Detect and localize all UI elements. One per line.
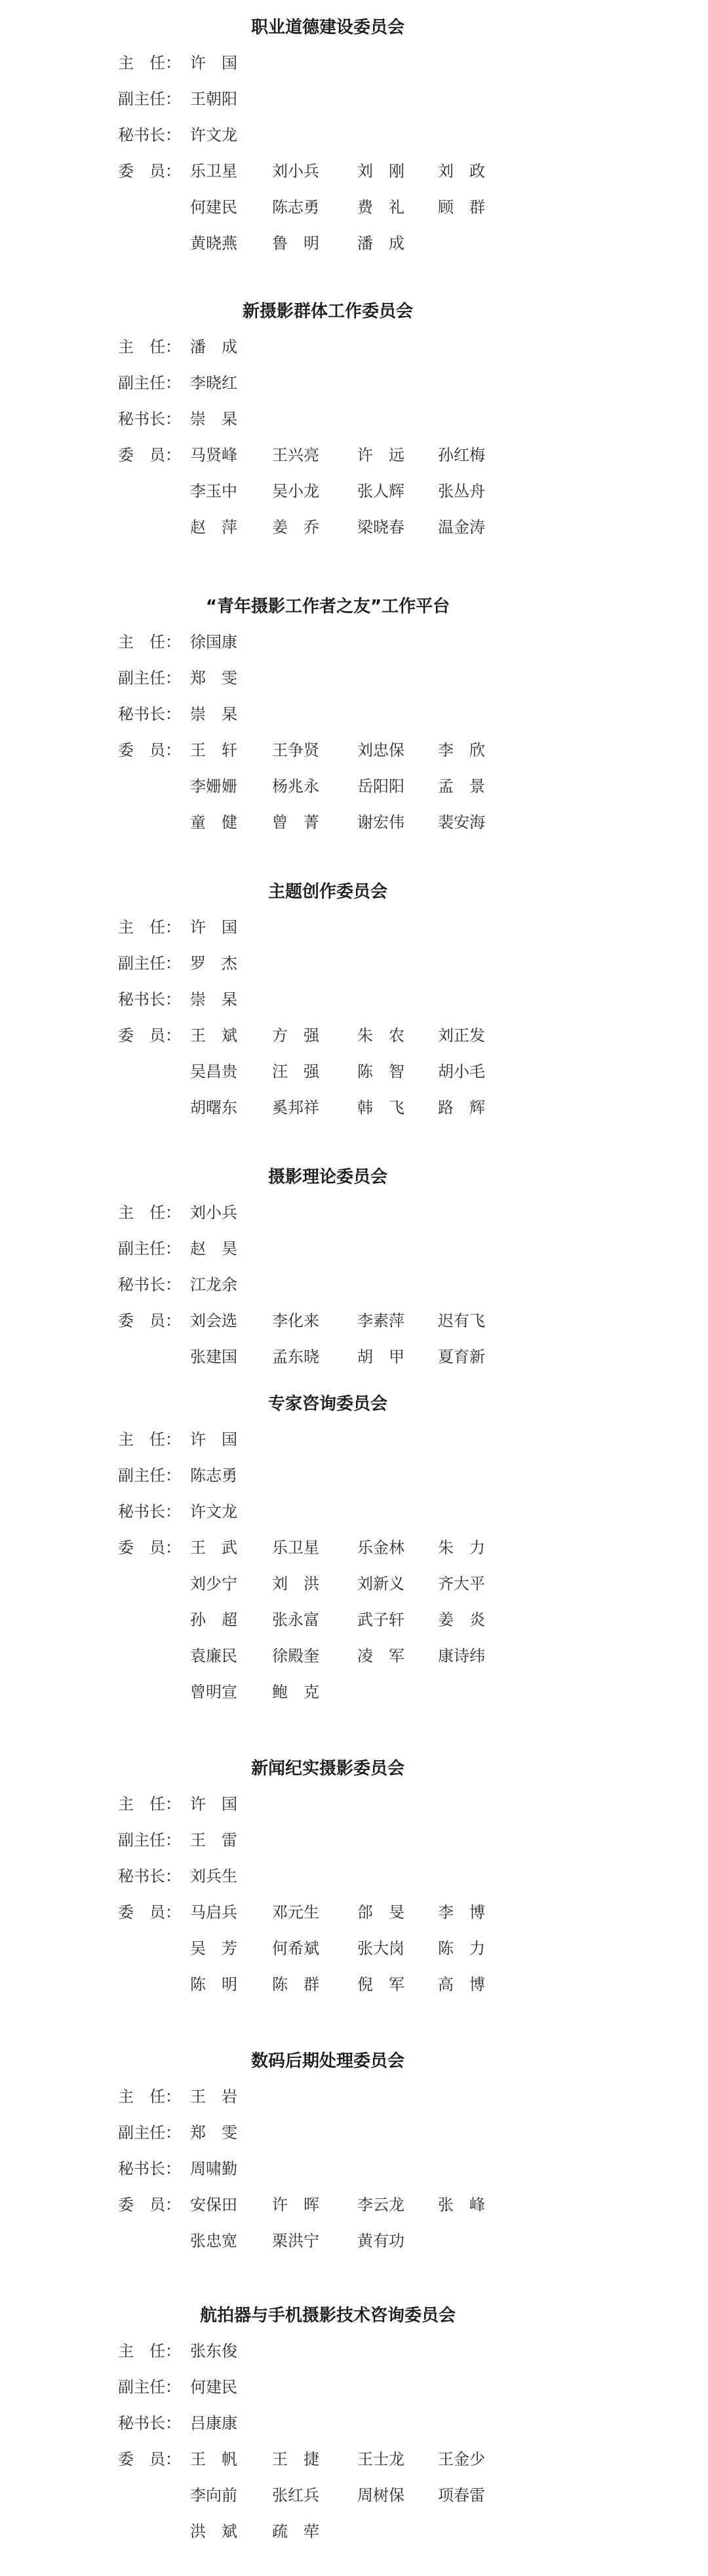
member-name: 潘 成 — [357, 234, 404, 252]
member-name: 谢宏伟 — [357, 813, 404, 832]
member-name: 张 峰 — [438, 2196, 485, 2214]
member-name: 韩 飞 — [357, 1098, 404, 1117]
members-row — [0, 2478, 708, 2514]
member-name: 路 辉 — [438, 1098, 485, 1117]
director-row — [0, 624, 708, 660]
deputy-director-row — [0, 1231, 708, 1267]
members-label: 委 员： — [118, 1903, 181, 1922]
member-name: 王兴亮 — [272, 446, 319, 464]
committee-title: 数码后期处理委员会 — [250, 2051, 404, 2071]
committee-section — [0, 2050, 708, 2259]
director-name: 许 国 — [190, 918, 237, 936]
deputy-label: 副主任： — [118, 2378, 181, 2396]
members-row — [0, 473, 708, 510]
secretary-label: 秘书长： — [118, 1276, 181, 1294]
members-row — [0, 1018, 708, 1054]
member-name: 奚邦祥 — [272, 1098, 319, 1117]
member-name: 胡曙东 — [190, 1098, 237, 1117]
director-name: 刘小兵 — [190, 1203, 237, 1222]
member-name: 刘忠保 — [357, 741, 404, 759]
committee-title: 航拍器与手机摄影技术咨询委员会 — [199, 2306, 456, 2325]
director-row — [0, 45, 708, 81]
secretary-label: 秘书长： — [118, 2160, 181, 2178]
director-name: 许 国 — [190, 1795, 237, 1813]
member-name: 陈志勇 — [272, 198, 319, 216]
member-name: 张人辉 — [357, 482, 404, 500]
deputy-label: 副主任： — [118, 1831, 181, 1849]
member-name: 许 晖 — [272, 2196, 319, 2214]
member-name: 王 斌 — [190, 1026, 237, 1045]
member-name: 汪 强 — [272, 1062, 319, 1081]
deputy-label: 副主任： — [118, 954, 181, 973]
director-name: 许 国 — [190, 1430, 237, 1449]
deputy-name: 王 雷 — [190, 1831, 237, 1849]
member-name: 李 博 — [438, 1903, 485, 1922]
member-name: 张丛舟 — [438, 482, 485, 500]
member-name: 姜 炎 — [438, 1611, 485, 1629]
member-name: 张永富 — [272, 1611, 319, 1629]
member-name: 王士龙 — [357, 2450, 404, 2468]
member-name: 温金涛 — [438, 518, 485, 536]
member-name: 孟 景 — [438, 777, 485, 795]
member-name: 李姗姗 — [190, 777, 237, 795]
members-row — [0, 510, 708, 546]
director-row — [0, 1422, 708, 1458]
members-row — [0, 2442, 708, 2478]
director-row — [0, 2079, 708, 2115]
member-name: 许 远 — [357, 446, 404, 464]
members-row — [0, 1090, 708, 1126]
member-name: 凌 军 — [357, 1647, 404, 1665]
member-name: 刘会选 — [190, 1312, 237, 1330]
secretary-name: 崇 杲 — [190, 410, 237, 428]
secretary-general-row — [0, 696, 708, 733]
deputy-label: 副主任： — [118, 1239, 181, 1258]
member-name: 马启兵 — [190, 1903, 237, 1922]
member-name: 齐大平 — [438, 1575, 485, 1593]
member-name: 陈 智 — [357, 1062, 404, 1081]
member-name: 胡小毛 — [438, 1062, 485, 1081]
secretary-label: 秘书长： — [118, 990, 181, 1009]
secretary-label: 秘书长： — [118, 1867, 181, 1885]
secretary-general-row — [0, 1859, 708, 1895]
members-row — [0, 153, 708, 190]
member-name: 康诗纬 — [438, 1647, 485, 1665]
member-name: 倪 军 — [357, 1975, 404, 1994]
members-row — [0, 2223, 708, 2259]
director-label: 主 任： — [118, 54, 181, 72]
member-name: 李云龙 — [357, 2196, 404, 2214]
secretary-general-row — [0, 2405, 708, 2442]
secretary-label: 秘书长： — [118, 1502, 181, 1521]
member-name: 王 捷 — [272, 2450, 319, 2468]
members-row — [0, 190, 708, 226]
secretary-name: 许文龙 — [190, 1502, 237, 1521]
secretary-name: 江龙余 — [190, 1276, 237, 1294]
members-label: 委 员： — [118, 1026, 181, 1045]
secretary-general-row — [0, 982, 708, 1018]
committee-title: 新摄影群体工作委员会 — [242, 302, 413, 321]
director-label: 主 任： — [118, 918, 181, 936]
member-name: 刘 洪 — [272, 1575, 319, 1593]
member-name: 王争贤 — [272, 741, 319, 759]
deputy-label: 副主任： — [118, 669, 181, 687]
committee-section — [0, 300, 708, 546]
member-name: 迟有飞 — [438, 1312, 485, 1330]
member-name: 费 礼 — [357, 198, 404, 216]
deputy-label: 副主任： — [118, 90, 181, 108]
members-row — [0, 1339, 708, 1375]
member-name: 张红兵 — [272, 2486, 319, 2505]
director-label: 主 任： — [118, 2087, 181, 2106]
deputy-director-row — [0, 946, 708, 982]
committee-title: 专家咨询委员会 — [267, 1394, 387, 1414]
committee-section — [0, 595, 708, 841]
director-label: 主 任： — [118, 338, 181, 356]
member-name: 刘正发 — [438, 1026, 485, 1045]
director-name: 潘 成 — [190, 338, 237, 356]
member-name: 徐殿奎 — [272, 1647, 319, 1665]
members-label: 委 员： — [118, 1312, 181, 1330]
members-label: 委 员： — [118, 2450, 181, 2468]
committee-section — [0, 16, 708, 262]
deputy-director-row — [0, 81, 708, 117]
member-name: 袁廉民 — [190, 1647, 237, 1665]
member-name: 乐卫星 — [190, 162, 237, 180]
member-name: 周树保 — [357, 2486, 404, 2505]
members-label: 委 员： — [118, 1539, 181, 1557]
secretary-name: 吕康康 — [190, 2414, 237, 2432]
committee-section — [0, 1166, 708, 1375]
member-name: 疏 荦 — [272, 2522, 319, 2541]
secretary-general-row — [0, 117, 708, 153]
members-row — [0, 1054, 708, 1090]
member-name: 王 轩 — [190, 741, 237, 759]
committee-section — [0, 881, 708, 1126]
member-name: 黄晓燕 — [190, 234, 237, 252]
members-row — [0, 733, 708, 769]
members-row — [0, 1895, 708, 1931]
member-name: 杨兆永 — [272, 777, 319, 795]
deputy-name: 陈志勇 — [190, 1466, 237, 1485]
member-name: 乐金林 — [357, 1539, 404, 1557]
deputy-label: 副主任： — [118, 2123, 181, 2142]
deputy-director-row — [0, 1458, 708, 1494]
deputy-director-row — [0, 2369, 708, 2405]
director-row — [0, 1195, 708, 1231]
member-name: 刘小兵 — [272, 162, 319, 180]
member-name: 陈 明 — [190, 1975, 237, 1994]
members-row — [0, 2514, 708, 2550]
secretary-general-row — [0, 1267, 708, 1303]
member-name: 王金少 — [438, 2450, 485, 2468]
secretary-label: 秘书长： — [118, 705, 181, 723]
members-row — [0, 1967, 708, 2003]
member-name: 李向前 — [190, 2486, 237, 2505]
deputy-name: 何建民 — [190, 2378, 237, 2396]
deputy-name: 赵 昊 — [190, 1239, 237, 1258]
members-row — [0, 1530, 708, 1566]
secretary-general-row — [0, 2151, 708, 2187]
member-name: 刘 刚 — [357, 162, 404, 180]
member-name: 郃 旻 — [357, 1903, 404, 1922]
member-name: 夏育新 — [438, 1348, 485, 1366]
member-name: 鲁 明 — [272, 234, 319, 252]
member-name: 朱 力 — [438, 1539, 485, 1557]
member-name: 曾明宣 — [190, 1683, 237, 1701]
member-name: 王 武 — [190, 1539, 237, 1557]
committee-title: 摄影理论委员会 — [267, 1167, 387, 1187]
deputy-name: 罗 杰 — [190, 954, 237, 973]
director-name: 许 国 — [190, 54, 237, 72]
member-name: 裴安海 — [438, 813, 485, 832]
director-label: 主 任： — [118, 1430, 181, 1449]
member-name: 岳阳阳 — [357, 777, 404, 795]
members-row — [0, 1638, 708, 1674]
secretary-label: 秘书长： — [118, 410, 181, 428]
members-label: 委 员： — [118, 741, 181, 759]
member-name: 栗洪宁 — [272, 2232, 319, 2250]
member-name: 李玉中 — [190, 482, 237, 500]
member-name: 吴 芳 — [190, 1939, 237, 1958]
secretary-name: 刘兵生 — [190, 1867, 237, 1885]
director-name: 徐国康 — [190, 633, 237, 651]
secretary-name: 崇 杲 — [190, 705, 237, 723]
members-row — [0, 1602, 708, 1638]
secretary-name: 周啸勤 — [190, 2160, 237, 2178]
members-row — [0, 1674, 708, 1710]
member-name: 吴小龙 — [272, 482, 319, 500]
member-name: 武子轩 — [357, 1611, 404, 1629]
members-label: 委 员： — [118, 162, 181, 180]
director-name: 王 岩 — [190, 2087, 237, 2106]
member-name: 顾 群 — [438, 198, 485, 216]
member-name: 朱 农 — [357, 1026, 404, 1045]
deputy-label: 副主任： — [118, 374, 181, 392]
member-name: 孙 超 — [190, 1611, 237, 1629]
members-label: 委 员： — [118, 446, 181, 464]
member-name: 曾 菁 — [272, 813, 319, 832]
member-name: 高 博 — [438, 1975, 485, 1994]
director-name: 张东俊 — [190, 2342, 237, 2360]
member-name: 陈 力 — [438, 1939, 485, 1958]
members-row — [0, 1303, 708, 1339]
member-name: 李 欣 — [438, 741, 485, 759]
member-name: 何建民 — [190, 198, 237, 216]
member-name: 安保田 — [190, 2196, 237, 2214]
member-name: 项春雷 — [438, 2486, 485, 2505]
deputy-director-row — [0, 365, 708, 401]
director-label: 主 任： — [118, 2342, 181, 2360]
member-name: 洪 斌 — [190, 2522, 237, 2541]
member-name: 王 帆 — [190, 2450, 237, 2468]
member-name: 李素萍 — [357, 1312, 404, 1330]
members-row — [0, 1566, 708, 1602]
member-name: 鲍 克 — [272, 1683, 319, 1701]
members-row — [0, 437, 708, 473]
committee-title: 职业道德建设委员会 — [250, 18, 404, 37]
members-label: 委 员： — [118, 2196, 181, 2214]
member-name: 吴昌贵 — [190, 1062, 237, 1081]
member-name: 刘少宁 — [190, 1575, 237, 1593]
deputy-name: 郑 雯 — [190, 2123, 237, 2142]
secretary-name: 许文龙 — [190, 126, 237, 144]
director-label: 主 任： — [118, 633, 181, 651]
committee-title: 新闻纪实摄影委员会 — [250, 1759, 404, 1779]
member-name: 张忠宽 — [190, 2232, 237, 2250]
director-label: 主 任： — [118, 1795, 181, 1813]
member-name: 张建国 — [190, 1348, 237, 1366]
member-name: 刘 政 — [438, 162, 485, 180]
member-name: 方 强 — [272, 1026, 319, 1045]
deputy-name: 李晓红 — [190, 374, 237, 392]
member-name: 刘新义 — [357, 1575, 404, 1593]
secretary-name: 崇 杲 — [190, 990, 237, 1009]
member-name: 姜 乔 — [272, 518, 319, 536]
member-name: 赵 萍 — [190, 518, 237, 536]
deputy-director-row — [0, 2115, 708, 2151]
committee-section — [0, 1758, 708, 2003]
deputy-label: 副主任： — [118, 1466, 181, 1485]
members-row — [0, 1931, 708, 1967]
committee-section — [0, 2304, 708, 2550]
secretary-label: 秘书长： — [118, 126, 181, 144]
member-name: 童 健 — [190, 813, 237, 832]
committee-title: 主题创作委员会 — [267, 882, 387, 902]
member-name: 张大岗 — [357, 1939, 404, 1958]
members-row — [0, 805, 708, 841]
secretary-general-row — [0, 1494, 708, 1530]
member-name: 梁晓春 — [357, 518, 404, 536]
member-name: 乐卫星 — [272, 1539, 319, 1557]
secretary-general-row — [0, 401, 708, 437]
director-row — [0, 2333, 708, 2369]
members-row — [0, 769, 708, 805]
member-name: 孟东晓 — [272, 1348, 319, 1366]
director-label: 主 任： — [118, 1203, 181, 1222]
member-name: 李化来 — [272, 1312, 319, 1330]
committee-section — [0, 1393, 708, 1710]
member-name: 何希斌 — [272, 1939, 319, 1958]
member-name: 胡 甲 — [357, 1348, 404, 1366]
director-row — [0, 910, 708, 946]
member-name: 邓元生 — [272, 1903, 319, 1922]
committee-title: “青年摄影工作者之友”工作平台 — [205, 597, 450, 616]
member-name: 马贤峰 — [190, 446, 237, 464]
deputy-name: 王朝阳 — [190, 90, 237, 108]
director-row — [0, 1786, 708, 1822]
director-row — [0, 329, 708, 365]
deputy-name: 郑 雯 — [190, 669, 237, 687]
member-name: 黄有功 — [357, 2232, 404, 2250]
members-row — [0, 2187, 708, 2223]
members-row — [0, 226, 708, 262]
deputy-director-row — [0, 660, 708, 696]
secretary-label: 秘书长： — [118, 2414, 181, 2432]
member-name: 陈 群 — [272, 1975, 319, 1994]
member-name: 孙红梅 — [438, 446, 485, 464]
deputy-director-row — [0, 1822, 708, 1859]
